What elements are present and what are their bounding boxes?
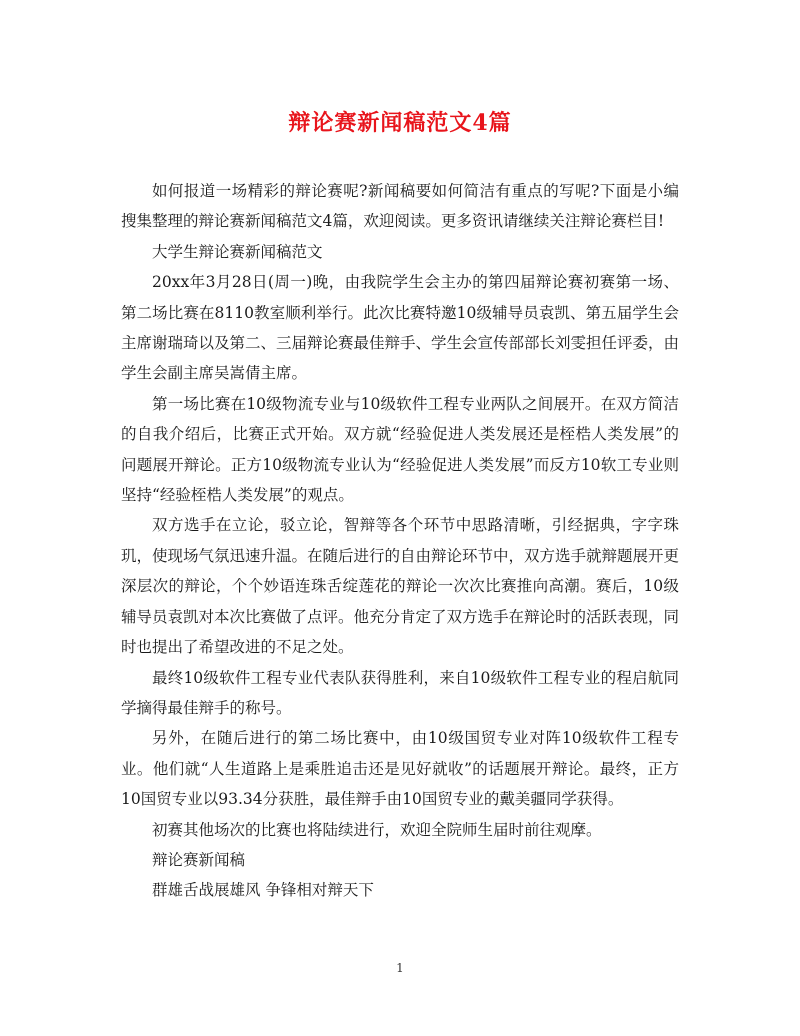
intro-paragraph: 如何报道一场精彩的辩论赛呢?新闻稿要如何简洁有重点的写呢?下面是小编搜集整理的辩论赛新闻稿范文4篇，欢迎阅读。更多资讯请继续关注辩论赛栏目! xyxy=(121,182,679,231)
body-paragraph: 第一场比赛在10级物流专业与10级软件工程专业两队之间展开。在双方简洁的自我介绍后，比赛正式开始。双方就“经验促进人类发展还是桎梏人类发展”的问题展开辩论。正方10级物流专业认为“经验促进人类发展”而反方10软工专业则坚持“经验桎梏人类发展”的观点。 xyxy=(121,394,680,505)
body-paragraph: 另外，在随后进行的第二场比赛中，由10级国贸专业对阵10级软件工程专业。他们就“人生道路上是乘胜追击还是见好就收”的话题展开辩论。最终，正方10国贸专业以93.34分获胜，最佳辩手由10国贸专业的戴美疆同学获得。 xyxy=(121,729,679,809)
document-title: 辩论赛新闻稿范文4篇 xyxy=(288,110,512,136)
page-number: 1 xyxy=(396,961,404,975)
section-heading: 大学生辩论赛新闻稿范文 xyxy=(152,242,323,261)
body-paragraph: 20xx年3月28日(周一)晚，由我院学生会主办的第四届辩论赛初赛第一场、第二场比赛在8110教室顺利举行。此次比赛特邀10级辅导员袁凯、第五届学生会主席谢瑞琦以及第二、三届辩论赛最佳辩手、学生会宣传部部长刘雯担任评委，由学生会副主席吴嵩倩主席。 xyxy=(121,273,680,383)
body-paragraph: 最终10级软件工程专业代表队获得胜利，来自10级软件工程专业的程启航同学摘得最佳辩手的称号。 xyxy=(121,668,679,717)
body-paragraph: 初赛其他场次的比赛也将陆续进行，欢迎全院师生届时前往观摩。 xyxy=(152,820,602,839)
section-subheading: 群雄舌战展雄风 争锋相对辩天下 xyxy=(152,881,374,900)
document-body xyxy=(121,176,679,906)
section-heading: 辩论赛新闻稿 xyxy=(152,850,246,869)
body-paragraph: 双方选手在立论，驳立论，智辩等各个环节中思路清晰，引经据典，字字珠玑，使现场气氛迅速升温。在随后进行的自由辩论环节中，双方选手就辩题展开更深层次的辩论，个个妙语连珠舌绽莲花的辩论一次次比赛推向高潮。赛后，10级辅导员袁凯对本次比赛做了点评。他充分肯定了双方选手在辩论时的活跃表现，同时也提出了希望改进的不足之处。 xyxy=(121,516,680,657)
